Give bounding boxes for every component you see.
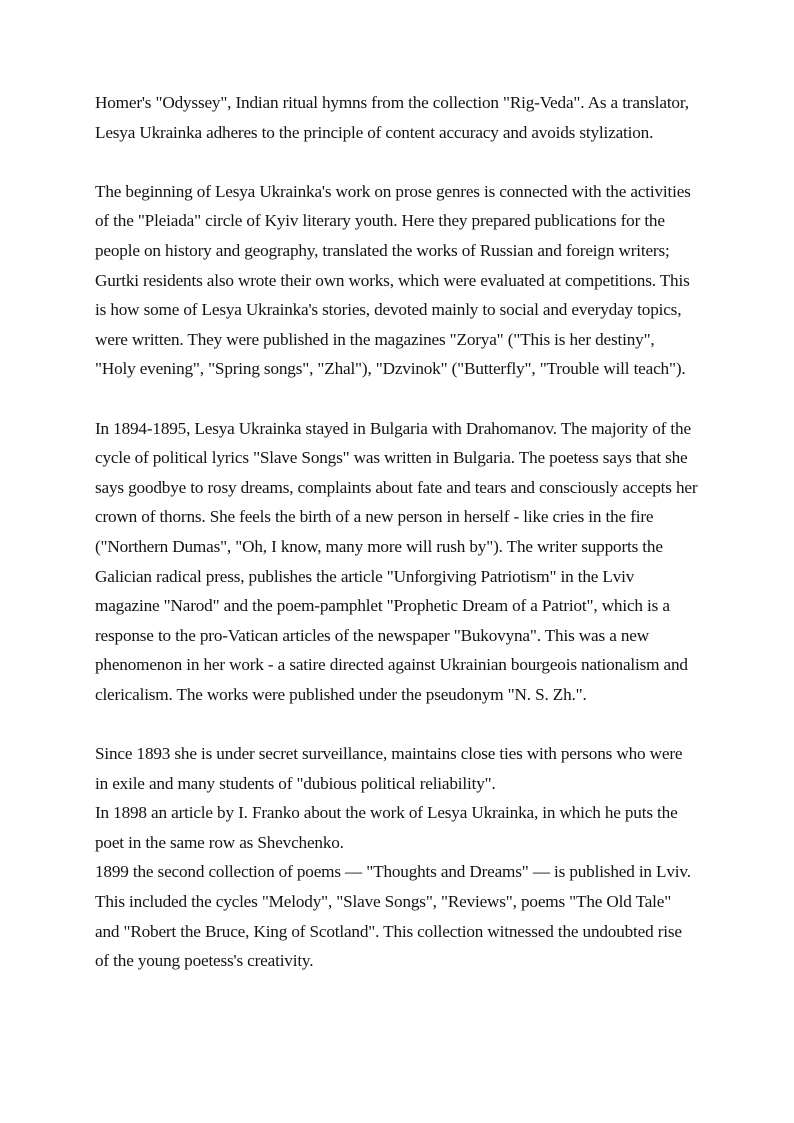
paragraph-surveillance-and-collections [95, 739, 699, 976]
paragraph-homer-odyssey: Homer's "Odyssey", Indian ritual hymns from the collection "Rig-Veda". As a translator, Lesya Ukrainka adheres to the principle of content accuracy and avoids stylization. [95, 93, 689, 142]
line-franko-article-1898: In 1898 an article by I. Franko about the work of Lesya Ukrainka, in which he puts the poet in the same row as Shevchenko. [95, 803, 678, 852]
line-secret-surveillance: Since 1893 she is under secret surveillance, maintains close ties with persons who were in exile and many students of "dubious political reliability". [95, 744, 683, 793]
document-text-body [95, 88, 699, 976]
paragraph-bulgaria-slave-songs: In 1894-1895, Lesya Ukrainka stayed in Bulgaria with Drahomanov. The majority of the cycle of political lyrics "Slave Songs" was written in Bulgaria. The poetess says that she says goodbye to rosy dreams, complaints about fate and tears and consciously accepts her crown of thorns. She feels the birth of a new person in herself - like cries in the fire ("Northern Dumas", "Oh, I know, many more will rush by"). The writer supports the Galician radical press, publishes the article "Unforgiving Patriotism" in the Lviv magazine "Narod" and the poem-pamphlet "Prophetic Dream of a Patriot", which is a response to the pro-Vatican articles of the newspaper "Bukovyna". This was a new phenomenon in her work - a satire directed against Ukrainian bourgeois nationalism and clericalism. The works were published under the pseudonym "N. S. Zh.". [95, 418, 698, 704]
paragraph-prose-genres-pleiada: The beginning of Lesya Ukrainka's work on prose genres is connected with the activities of the "Pleiada" circle of Kyiv literary youth. Here they prepared publications for the people on history and geography, translated the works of Russian and foreign writers; Gurtki residents also wrote their own works, which were evaluated at competitions. This is how some of Lesya Ukrainka's stories, devoted mainly to social and everyday topics, were written. They were published in the magazines "Zorya" ("This is her destiny", "Holy evening", "Spring songs", "Zhal"), "Dzvinok" ("Butterfly", "Trouble will teach"). [95, 181, 691, 379]
line-thoughts-and-dreams-1899: 1899 the second collection of poems — "Thoughts and Dreams" — is published in Lviv. This included the cycles "Melody", "Slave Songs", "Reviews", poems "The Old Tale" and "Robert the Bruce, King of Scotland". This collection witnessed the undoubted rise of the young poetess's creativity. [95, 862, 691, 971]
